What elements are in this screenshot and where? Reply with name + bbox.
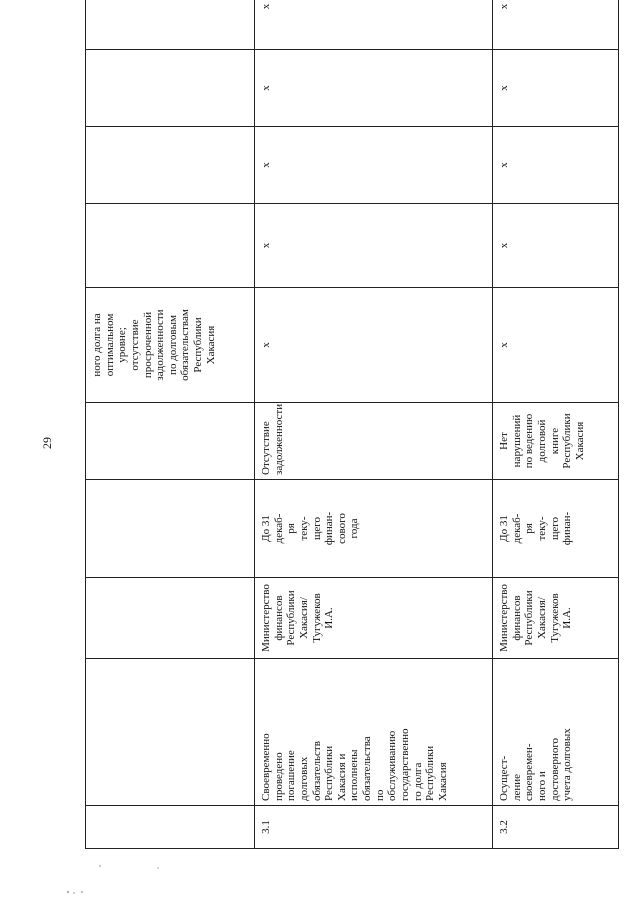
expected-result: Нет нарушений по ведению долговой книге Республики Хакасия <box>493 403 619 480</box>
cell-empty <box>86 806 255 849</box>
mark-cell: х <box>493 50 619 127</box>
scan-artifact <box>60 862 180 902</box>
cell-empty <box>86 480 255 578</box>
mark-cell: х <box>255 127 493 204</box>
table-row <box>255 0 493 849</box>
cell-empty <box>86 659 255 806</box>
deadline: До 31 декаб- ря теку- щего финан- сового года <box>255 480 493 578</box>
row-number: 3.2 <box>493 806 619 849</box>
expected-result: Отсутствие задолженности <box>255 403 493 480</box>
cell-empty <box>86 204 255 288</box>
mark-cell: х <box>493 288 619 403</box>
mark-cell: х <box>493 127 619 204</box>
event-description: Своевременно проведено погашение долговых обязательств Республики Хакасия и исполнены обязательства по обслуживанию государственно го долга Республики Хакасия <box>255 659 493 806</box>
cell-empty <box>86 403 255 480</box>
table-row-continuation <box>86 0 255 849</box>
row-number: 3.1 <box>255 806 493 849</box>
cell-result-continuation: ного долга на оптимальном уровне; отсутствие просроченной задолженности по долговым обязательствам Республики Хакасия <box>86 288 255 403</box>
mark-cell: х <box>255 50 493 127</box>
mark-cell: х <box>255 204 493 288</box>
mark-cell: х <box>493 204 619 288</box>
executor: Министерство финансов Республики Хакасия/ Тугужеков И.А. <box>255 578 493 659</box>
cell-empty <box>86 578 255 659</box>
mark-cell: х <box>255 288 493 403</box>
mark-cell: х <box>493 0 619 50</box>
page-number: 29 <box>40 437 54 449</box>
event-description: Осущест- ление своевремен- ного и достоверного учета долговых <box>493 659 619 806</box>
executor: Министерство финансов Республики Хакасия/ Тугужеков И.А. <box>493 578 619 659</box>
deadline: До 31 декаб- ря теку- щего финан- <box>493 480 619 578</box>
mark-cell: х <box>255 0 493 50</box>
program-measures-table <box>85 0 619 849</box>
cell-empty <box>86 127 255 204</box>
rotated-table-wrapper <box>85 3 586 849</box>
cell-empty <box>86 0 255 50</box>
table-row <box>493 0 619 849</box>
cell-empty <box>86 50 255 127</box>
